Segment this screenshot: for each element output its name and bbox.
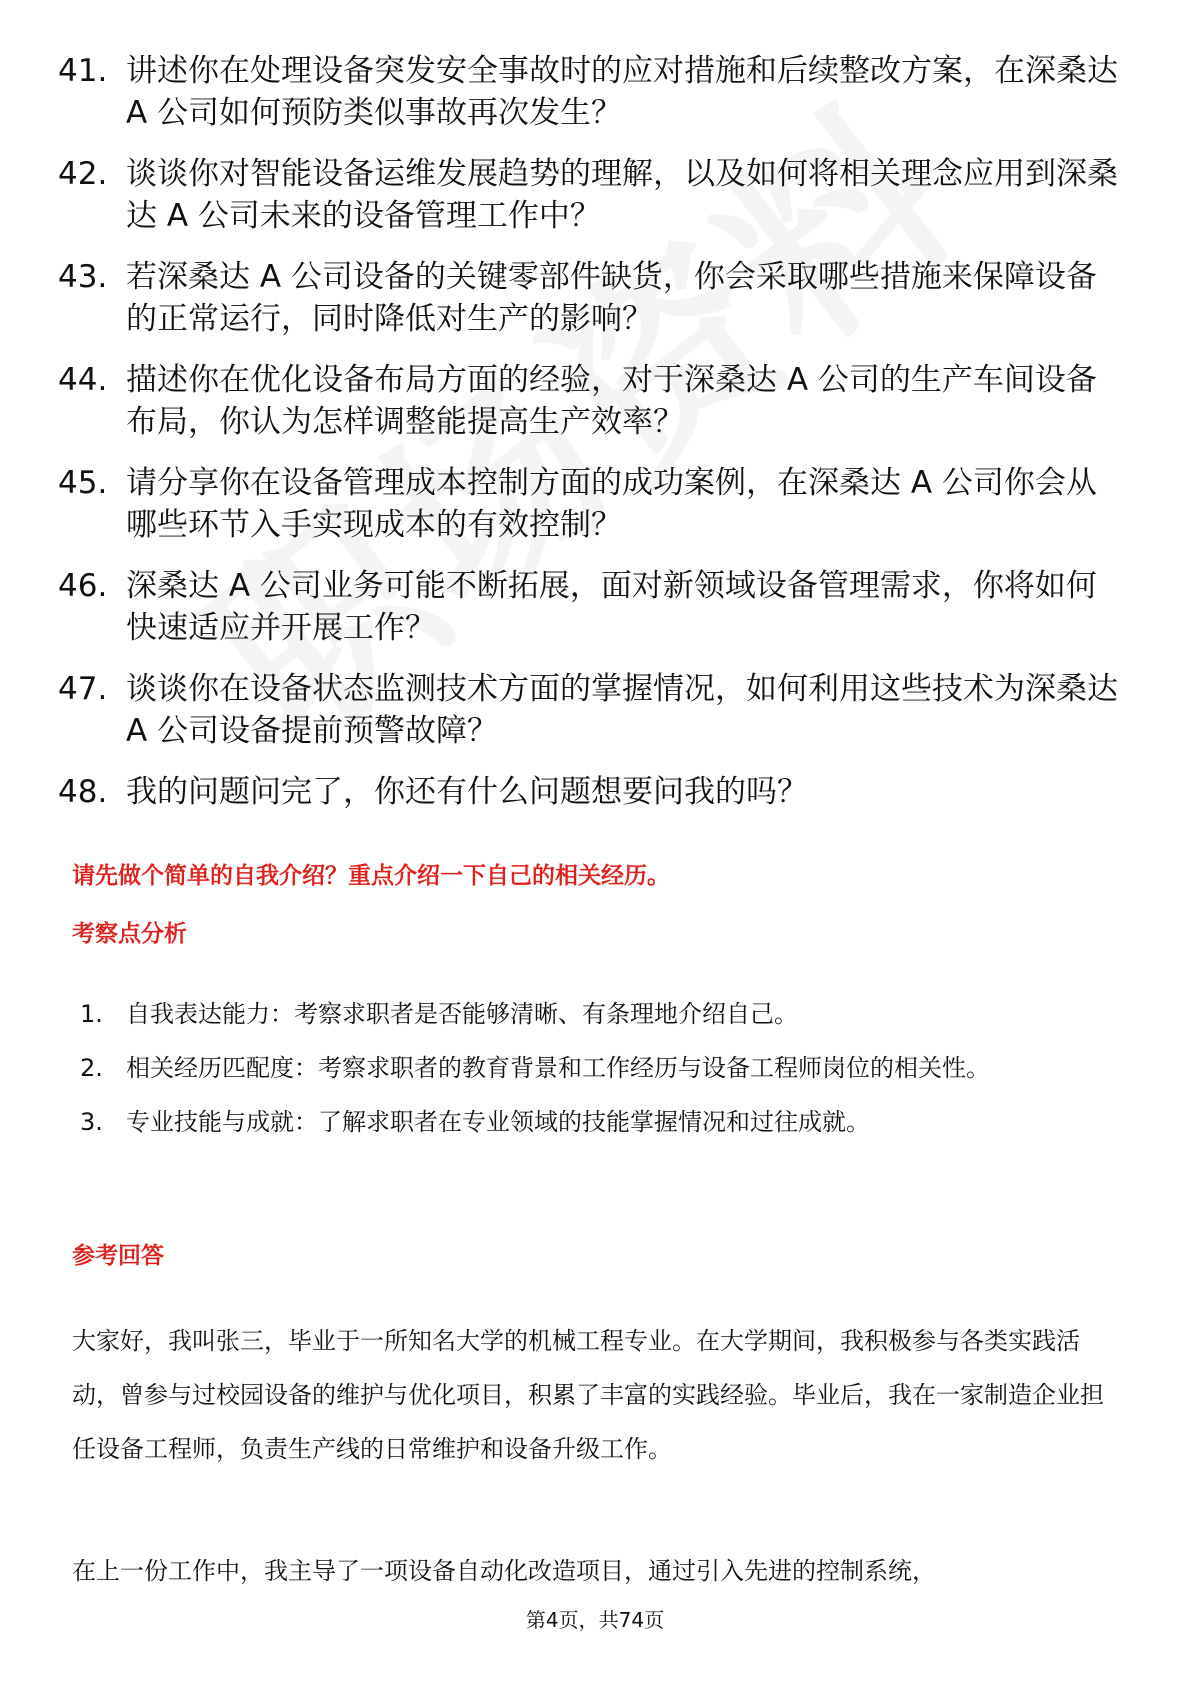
list-item [58, 50, 1138, 134]
list-item [80, 1095, 1130, 1149]
question-number: 46. [58, 568, 108, 604]
list-item [80, 1041, 1130, 1095]
analysis-text: 专业技能与成就：了解求职者在专业领域的技能掌握情况和过往成就。 [126, 1108, 870, 1136]
analysis-number: 3. [80, 1108, 103, 1136]
analysis-text: 相关经历匹配度：考察求职者的教育背景和工作经历与设备工程师岗位的相关性。 [126, 1054, 990, 1082]
question-number: 42. [58, 156, 108, 192]
question-text: 谈谈你在设备状态监测技术方面的掌握情况，如何利用这些技术为深桑达 A 公司设备提前预警故障？ [126, 671, 1118, 749]
question-number: 47. [58, 671, 108, 707]
analysis-heading: 考察点分析 [72, 921, 187, 947]
list-item [58, 565, 1138, 649]
list-item [58, 359, 1138, 443]
question-number: 43. [58, 259, 108, 295]
question-text: 若深桑达 A 公司设备的关键零部件缺货，你会采取哪些措施来保障设备的正常运行，同时降低对生产的影响？ [126, 259, 1097, 337]
question-number: 41. [58, 53, 108, 89]
list-item [58, 153, 1138, 237]
answer-paragraph: 大家好，我叫张三，毕业于一所知名大学的机械工程专业。在大学期间，我积极参与各类实践活动，曾参与过校园设备的维护与优化项目，积累了丰富的实践经验。毕业后，我在一家制造企业担任设备工程师，负责生产线的日常维护和设备升级工作。 [72, 1327, 1104, 1463]
list-item [58, 668, 1138, 752]
question-text: 描述你在优化设备布局方面的经验，对于深桑达 A 公司的生产车间设备布局，你认为怎样调整能提高生产效率？ [126, 362, 1097, 440]
list-item [80, 987, 1130, 1041]
question-text: 谈谈你对智能设备运维发展趋势的理解，以及如何将相关理念应用到深桑达 A 公司未来的设备管理工作中？ [126, 156, 1118, 234]
section-question-title: 请先做个简单的自我介绍？重点介绍一下自己的相关经历。 [72, 863, 670, 889]
answer-paragraph: 在上一份工作中，我主导了一项设备自动化改造项目，通过引入先进的控制系统， [72, 1557, 936, 1585]
list-item [58, 256, 1138, 340]
question-text: 我的问题问完了，你还有什么问题想要问我的吗？ [126, 774, 808, 810]
list-item [58, 771, 1138, 813]
question-text: 请分享你在设备管理成本控制方面的成功案例，在深桑达 A 公司你会从哪些环节入手实现成本的有效控制？ [126, 465, 1097, 543]
question-list [58, 50, 1138, 832]
list-item [58, 462, 1138, 546]
analysis-number: 1. [80, 1000, 103, 1028]
answer-heading: 参考回答 [72, 1243, 164, 1269]
analysis-text: 自我表达能力：考察求职者是否能够清晰、有条理地介绍自己。 [126, 1000, 798, 1028]
question-text: 讲述你在处理设备突发安全事故时的应对措施和后续整改方案，在深桑达 A 公司如何预防类似事故再次发生？ [126, 53, 1118, 131]
question-number: 45. [58, 465, 108, 501]
page-footer: 第4页，共74页 [525, 1608, 665, 1632]
question-number: 48. [58, 774, 108, 810]
analysis-number: 2. [80, 1054, 103, 1082]
analysis-list [80, 987, 1130, 1149]
question-text: 深桑达 A 公司业务可能不断拓展，面对新领域设备管理需求，你将如何快速适应并开展工作？ [126, 568, 1097, 646]
question-number: 44. [58, 362, 108, 398]
